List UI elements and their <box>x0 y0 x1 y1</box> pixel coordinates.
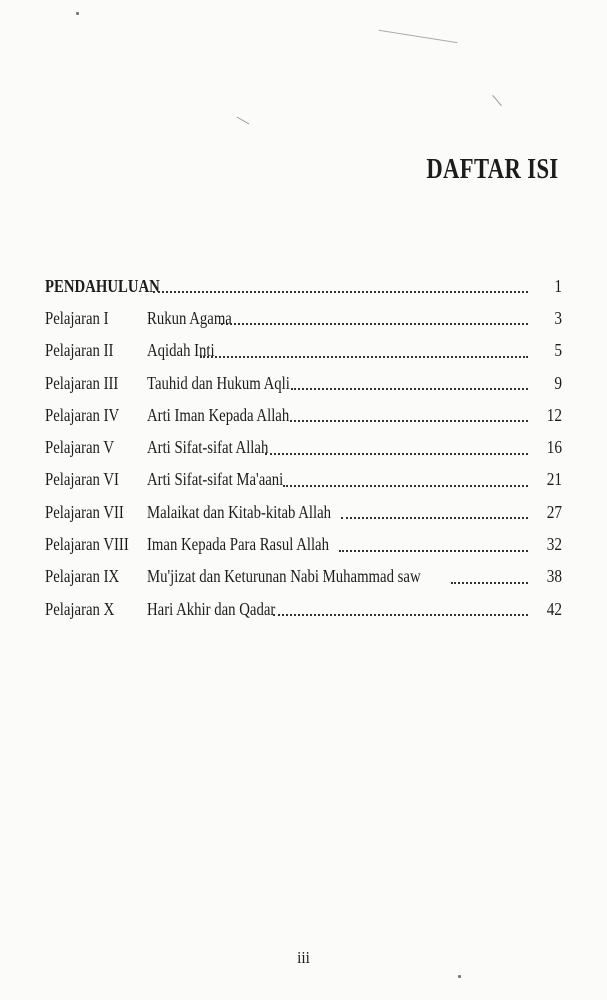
toc-lesson: Pelajaran IX <box>45 566 120 587</box>
dot-leader <box>339 550 528 552</box>
dot-leader <box>291 388 528 390</box>
table-of-contents <box>45 270 562 625</box>
toc-lesson: Pelajaran IV <box>45 404 120 425</box>
toc-lesson: Pelajaran V <box>45 437 114 458</box>
toc-topic: PENDAHULUAN <box>45 275 160 296</box>
toc-row <box>45 302 562 334</box>
toc-page-number: 27 <box>546 501 562 522</box>
dot-leader <box>200 356 529 358</box>
toc-topic: Malaikat dan Kitab-kitab Allah <box>147 501 332 522</box>
dot-leader <box>451 582 528 584</box>
toc-row <box>45 464 562 496</box>
scan-speck <box>76 12 79 15</box>
toc-topic: Mu'jizat dan Keturunan Nabi Muhammad saw <box>147 566 421 587</box>
toc-row <box>45 528 562 560</box>
toc-row <box>45 496 562 528</box>
toc-row <box>45 431 562 463</box>
toc-row <box>45 367 562 399</box>
toc-lesson: Pelajaran VI <box>45 469 119 490</box>
toc-topic: Arti Sifat-sifat Ma'aani <box>147 469 284 490</box>
scan-speck <box>458 975 461 978</box>
dot-leader <box>290 420 528 422</box>
scan-scratch <box>492 95 502 106</box>
toc-topic: Arti Sifat-sifat Allah <box>147 437 269 458</box>
toc-topic: Rukun Agama <box>147 307 232 328</box>
toc-page-number: 1 <box>554 275 562 296</box>
toc-lesson: Pelajaran VIII <box>45 534 129 555</box>
toc-topic: Arti Iman Kepada Allah <box>147 404 290 425</box>
scan-scratch <box>378 30 457 44</box>
toc-page-number: 9 <box>554 372 562 393</box>
toc-row <box>45 270 562 302</box>
toc-row <box>45 561 562 593</box>
toc-topic: Tauhid dan Hukum Aqli <box>147 372 290 393</box>
toc-page-number: 21 <box>546 469 562 490</box>
dot-leader <box>273 614 528 616</box>
toc-lesson: Pelajaran VII <box>45 501 124 522</box>
toc-page-number: 16 <box>546 437 562 458</box>
toc-row <box>45 335 562 367</box>
toc-page-number: 42 <box>546 598 562 619</box>
dot-leader <box>283 485 528 487</box>
toc-row <box>45 593 562 625</box>
toc-page-number: 3 <box>554 307 562 328</box>
toc-page-number: 5 <box>554 340 562 361</box>
toc-lesson: Pelajaran II <box>45 340 114 361</box>
toc-page-number: 12 <box>546 404 562 425</box>
dot-leader <box>153 291 528 293</box>
toc-page-number: 38 <box>546 566 562 587</box>
toc-row <box>45 399 562 431</box>
toc-topic: Hari Akhir dan Qadar <box>147 598 276 619</box>
toc-page-number: 32 <box>546 534 562 555</box>
toc-lesson: Pelajaran I <box>45 307 109 328</box>
dot-leader <box>341 517 528 519</box>
page-number-footer: iii <box>297 948 310 967</box>
toc-topic: Iman Kepada Para Rasul Allah <box>147 534 329 555</box>
toc-topic: Aqidah Inti <box>147 340 215 361</box>
toc-lesson: Pelajaran X <box>45 598 115 619</box>
dot-leader <box>221 323 529 325</box>
toc-lesson: Pelajaran III <box>45 372 119 393</box>
dot-leader <box>265 453 528 455</box>
scan-scratch <box>237 117 250 125</box>
page-title: DAFTAR ISI <box>426 153 559 186</box>
